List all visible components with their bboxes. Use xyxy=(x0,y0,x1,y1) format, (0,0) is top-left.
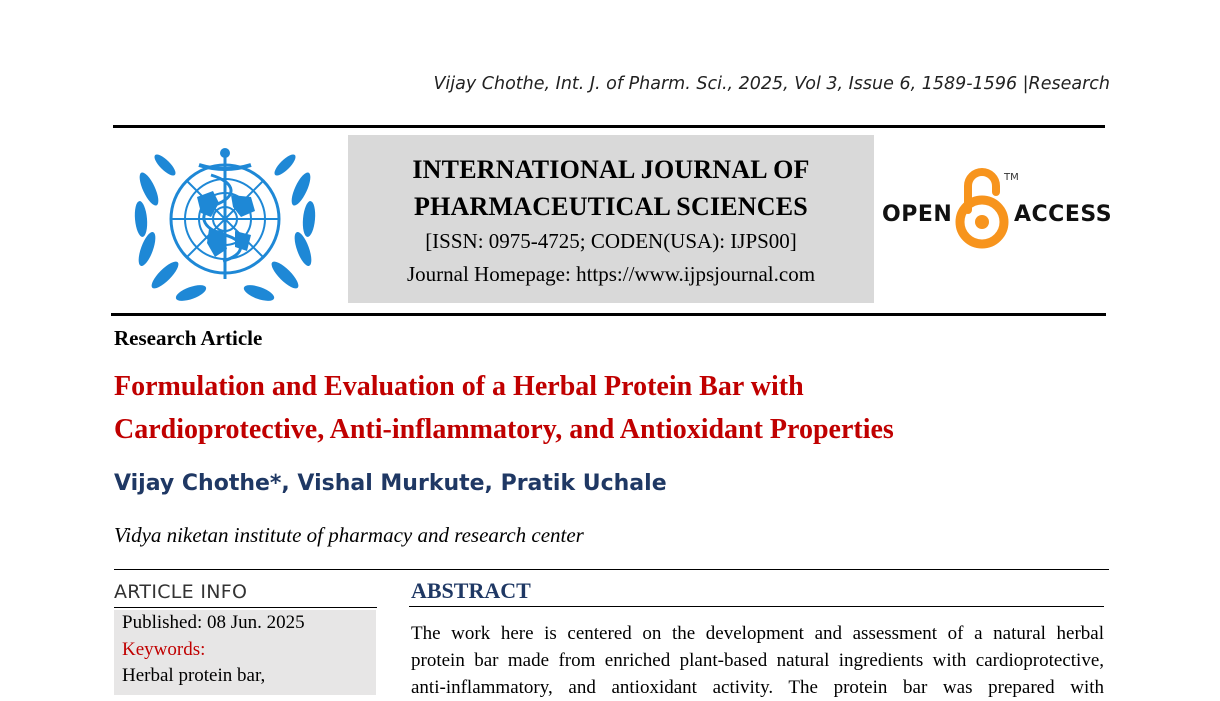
article-type: Research Article xyxy=(114,326,263,350)
article-info-rule xyxy=(114,607,377,608)
open-access-logo xyxy=(880,164,1113,254)
running-head: Vijay Chothe, Int. J. of Pharm. Sci., 2025, Vol 3, Issue 6, 1589-1596 |Research xyxy=(433,74,1110,94)
journal-issn: [ISSN: 0975-4725; CODEN(USA): IJPS00] xyxy=(425,229,797,253)
journal-emblem-logo xyxy=(127,139,323,305)
section-divider xyxy=(114,569,1109,570)
abstract-line: The work here is centered on the development and assessment of a natural herbal xyxy=(411,623,1104,644)
keywords-label: Keywords: xyxy=(122,639,206,660)
paper-title xyxy=(114,365,1104,451)
abstract-line: anti-inflammatory, and antioxidant activity. The protein bar was prepared with xyxy=(411,677,1104,698)
published-date: Published: 08 Jun. 2025 xyxy=(122,612,305,633)
paper-title-line1: Formulation and Evaluation of a Herbal Protein Bar with xyxy=(114,371,804,402)
author-list: Vijay Chothe*, Vishal Murkute, Pratik Uchale xyxy=(114,471,667,496)
paper-title-line2: Cardioprotective, Anti-inflammatory, and Antioxidant Properties xyxy=(114,414,894,445)
journal-title-line2: PHARMACEUTICAL SCIENCES xyxy=(414,192,808,221)
header-top-rule xyxy=(113,125,1105,128)
keyword-item: Herbal protein bar, xyxy=(122,665,266,686)
journal-homepage[interactable]: Journal Homepage: https://www.ijpsjournal.com xyxy=(406,262,816,286)
open-lock-icon xyxy=(954,164,1010,252)
journal-masthead xyxy=(348,135,874,303)
access-word: ACCESS xyxy=(1014,202,1113,227)
trademark-mark: TM xyxy=(1004,172,1019,183)
abstract-text xyxy=(411,620,1104,701)
abstract-heading: ABSTRACT xyxy=(411,578,531,603)
abstract-rule xyxy=(409,606,1104,607)
affiliation: Vidya niketan institute of pharmacy and research center xyxy=(114,523,584,547)
header-bottom-rule xyxy=(111,313,1106,316)
article-info-box xyxy=(114,610,376,695)
open-word: OPEN xyxy=(882,202,953,227)
article-info-heading: ARTICLE INFO xyxy=(114,581,248,603)
abstract-line: protein bar made from enriched plant-based natural ingredients with cardioprotective, xyxy=(411,650,1104,671)
journal-title-line1: INTERNATIONAL JOURNAL OF xyxy=(412,155,810,184)
